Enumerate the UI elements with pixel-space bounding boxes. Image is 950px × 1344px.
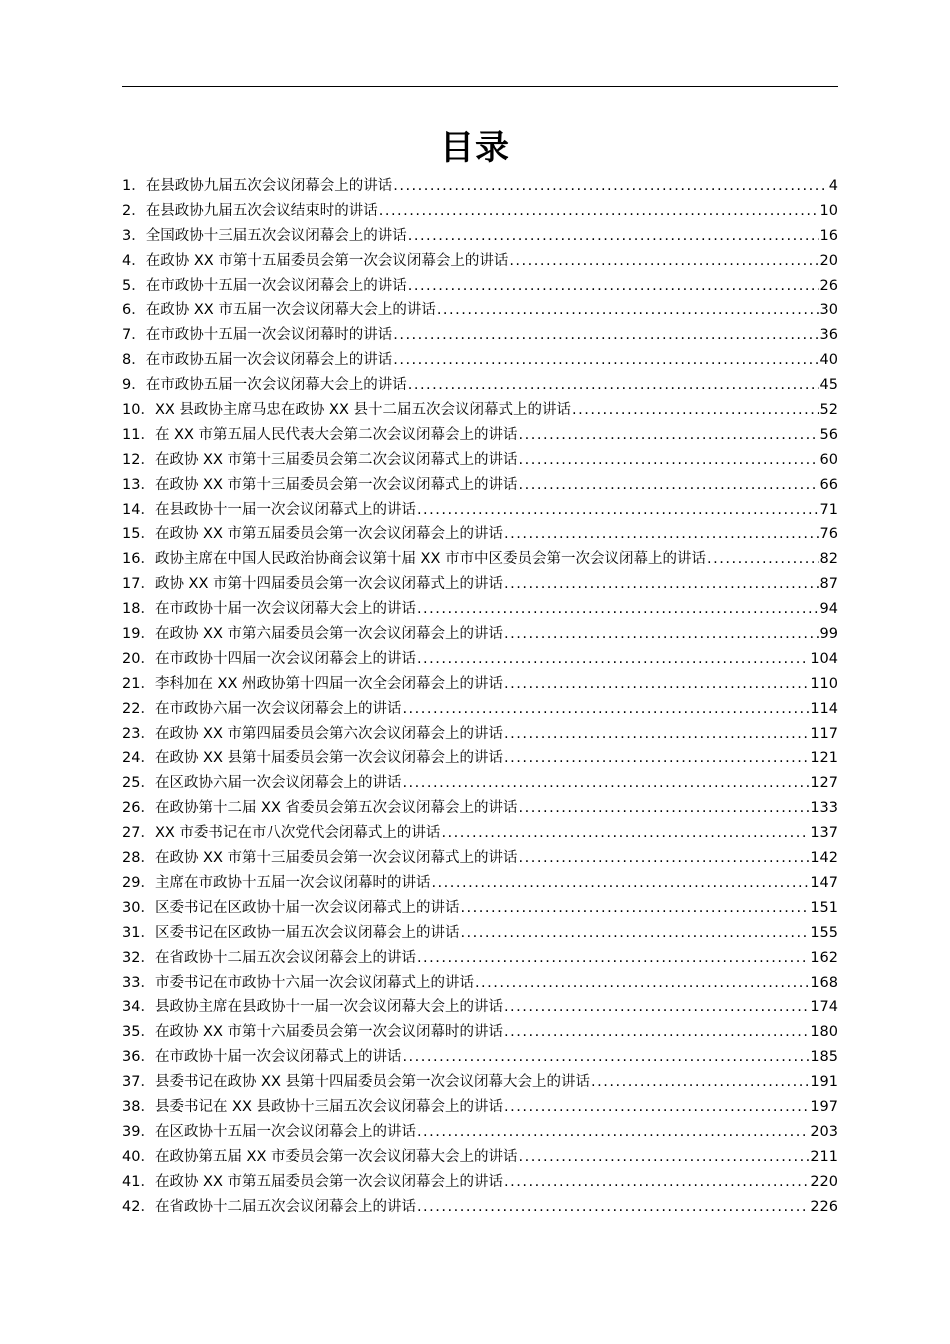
toc-leader-dots xyxy=(519,423,819,448)
toc-leader-dots xyxy=(441,821,809,846)
toc-entry-label xyxy=(122,298,436,323)
toc-entry[interactable] xyxy=(122,896,838,921)
toc-leader-dots xyxy=(504,672,809,697)
toc-entry-title: 在政协 XX 市第十六届委员会第一次会议闭幕时的讲话 xyxy=(154,1024,504,1041)
toc-entry-label xyxy=(122,373,407,398)
toc-entry-title: 在政协 XX 市第十三届委员会第一次会议闭幕式上的讲话 xyxy=(154,850,518,867)
toc-entry-label xyxy=(122,572,503,597)
toc-entry-page: 66 xyxy=(819,476,838,493)
toc-entry-page: 40 xyxy=(819,352,838,369)
toc-entry-number: 1． xyxy=(122,178,146,194)
toc-entry-page: 174 xyxy=(810,999,838,1016)
toc-leader-dots xyxy=(408,224,819,249)
toc-leader-dots xyxy=(519,448,819,473)
toc-entry[interactable] xyxy=(122,846,838,871)
toc-entry[interactable] xyxy=(122,921,838,946)
toc-leader-dots xyxy=(519,796,810,821)
toc-entry-title: 在县政协九届五次会议结束时的讲话 xyxy=(145,202,378,219)
toc-entry-title: 区委书记在区政协十届一次会议闭幕式上的讲话 xyxy=(154,899,460,916)
toc-entry-page: 20 xyxy=(819,252,838,269)
toc-entry-number: 2． xyxy=(122,202,146,219)
toc-entry-page: 117 xyxy=(810,725,838,742)
toc-entry-title: 在市政协五届一次会议闭幕会上的讲话 xyxy=(145,352,393,369)
toc-entry-number: 12． xyxy=(122,451,155,468)
toc-leader-dots xyxy=(408,373,819,398)
toc-entry-number: 21． xyxy=(122,675,155,692)
toc-entry-page: 26 xyxy=(819,277,838,294)
toc-entry-number: 17． xyxy=(122,576,155,593)
toc-entry[interactable] xyxy=(122,771,838,796)
toc-leader-dots xyxy=(408,274,819,299)
toc-entry-label xyxy=(122,348,392,373)
toc-entry-label xyxy=(122,1070,590,1095)
toc-entry-label xyxy=(122,896,459,921)
toc-entry-label xyxy=(122,746,503,771)
toc-leader-dots xyxy=(519,473,819,498)
toc-entry-number: 32． xyxy=(122,949,155,966)
toc-entry-page: 60 xyxy=(819,451,838,468)
toc-entry-number: 8． xyxy=(122,352,146,369)
toc-entry[interactable] xyxy=(122,622,838,647)
toc-entry-label xyxy=(122,722,503,747)
toc-entry-title: 市委书记在市政协十六届一次会议闭幕式上的讲话 xyxy=(154,974,474,991)
toc-entry-title: 在市政协十届一次会议闭幕大会上的讲话 xyxy=(154,601,416,618)
toc-entry-page: 99 xyxy=(819,626,838,643)
toc-entry-number: 5． xyxy=(122,277,146,294)
toc-entry-number: 14． xyxy=(122,501,155,518)
toc-entry-page: 110 xyxy=(810,675,838,692)
toc-entry-number: 37． xyxy=(122,1074,155,1091)
toc-leader-dots xyxy=(393,323,818,348)
toc-entry-number: 13． xyxy=(122,476,155,493)
toc-entry-title: XX 县政协主席马忠在政协 XX 县十二届五次会议闭幕式上的讲话 xyxy=(154,402,572,419)
toc-entry-page: 191 xyxy=(810,1074,838,1091)
toc-entry-page: 82 xyxy=(819,551,838,568)
toc-entry-number: 31． xyxy=(122,924,155,941)
toc-entry[interactable] xyxy=(122,871,838,896)
toc-entry-number: 38． xyxy=(122,1098,155,1115)
toc-entry-label xyxy=(122,1145,518,1170)
toc-entry-title: 在省政协十二届五次会议闭幕会上的讲话 xyxy=(154,1198,416,1215)
toc-entry-label xyxy=(122,448,518,473)
toc-entry[interactable] xyxy=(122,647,838,672)
toc-entry-label xyxy=(122,697,401,722)
toc-entry[interactable] xyxy=(122,1020,838,1045)
toc-entry[interactable] xyxy=(122,971,838,996)
toc-leader-dots xyxy=(417,946,809,971)
toc-entry-label xyxy=(122,473,518,498)
toc-entry-number: 4． xyxy=(122,252,146,269)
toc-entry-page: 197 xyxy=(810,1098,838,1115)
toc-entry-title: 在市政协十四届一次会议闭幕会上的讲话 xyxy=(154,650,416,667)
toc-entry-page: 45 xyxy=(819,377,838,394)
toc-entry-page: 147 xyxy=(810,874,838,891)
toc-entry-number: 11． xyxy=(122,426,155,443)
toc-entry-label xyxy=(122,846,518,871)
toc-entry[interactable] xyxy=(122,1070,838,1095)
toc-entry-page: 211 xyxy=(810,1148,838,1165)
toc-entry-page: 133 xyxy=(810,800,838,817)
toc-entry-number: 35． xyxy=(122,1024,155,1041)
header-rule xyxy=(122,86,838,87)
toc-entry-title: 在区政协六届一次会议闭幕会上的讲话 xyxy=(154,775,402,792)
toc-entry-label xyxy=(122,423,518,448)
toc-entry-title: 在政协 XX 市第十三届委员会第二次会议闭幕式上的讲话 xyxy=(154,451,518,468)
toc-leader-dots xyxy=(509,249,818,274)
toc-entry-label xyxy=(122,995,503,1020)
toc-entry-title: 在省政协十二届五次会议闭幕会上的讲话 xyxy=(154,949,416,966)
toc-entry[interactable] xyxy=(122,572,838,597)
toc-entry-page: 94 xyxy=(819,601,838,618)
toc-entry[interactable] xyxy=(122,398,838,423)
toc-entry-label xyxy=(122,199,378,224)
toc-leader-dots xyxy=(475,971,809,996)
toc-leader-dots xyxy=(707,547,819,572)
toc-entry-label xyxy=(122,323,392,348)
toc-leader-dots xyxy=(402,771,809,796)
toc-entry-number: 23． xyxy=(122,725,155,742)
toc-entry[interactable] xyxy=(122,946,838,971)
toc-entry-title: 县委书记在政协 XX 县第十四届委员会第一次会议闭幕大会上的讲话 xyxy=(154,1074,591,1091)
toc-entry-label xyxy=(122,672,503,697)
toc-leader-dots xyxy=(379,199,819,224)
toc-entry-title: 在市政协十五届一次会议闭幕时的讲话 xyxy=(145,327,393,344)
toc-entry[interactable] xyxy=(122,1120,838,1145)
toc-leader-dots xyxy=(591,1070,809,1095)
toc-entry[interactable] xyxy=(122,697,838,722)
toc-entry-page: 121 xyxy=(810,750,838,767)
toc-entry[interactable] xyxy=(122,249,838,274)
toc-entry[interactable] xyxy=(122,995,838,1020)
toc-entry-title: 在政协 XX 市第四届委员会第六次会议闭幕会上的讲话 xyxy=(154,725,504,742)
toc-leader-dots xyxy=(417,597,819,622)
toc-entry-number: 7． xyxy=(122,327,146,344)
toc-entry[interactable] xyxy=(122,274,838,299)
toc-entry[interactable] xyxy=(122,323,838,348)
toc-entry-title: 李科加在 XX 州政协第十四届一次全会闭幕会上的讲话 xyxy=(154,675,504,692)
toc-leader-dots xyxy=(519,1145,810,1170)
toc-entry-title: XX 市委书记在市八次党代会闭幕式上的讲话 xyxy=(154,825,441,842)
toc-entry-label xyxy=(122,1170,503,1195)
toc-leader-dots xyxy=(504,572,819,597)
toc-entry-number: 26． xyxy=(122,800,155,817)
toc-entry-title: 在政协 XX 市第十三届委员会第一次会议闭幕式上的讲话 xyxy=(154,476,518,493)
toc-entry-title: 在政协第十二届 XX 省委员会第五次会议闭幕会上的讲话 xyxy=(154,800,518,817)
toc-entry-page: 203 xyxy=(810,1123,838,1140)
toc-entry-number: 39． xyxy=(122,1123,155,1140)
toc-entry-page: 127 xyxy=(810,775,838,792)
toc-entry-label xyxy=(122,871,430,896)
toc-entry[interactable] xyxy=(122,1170,838,1195)
toc-entry-label xyxy=(122,1020,503,1045)
toc-entry-title: 在市政协十届一次会议闭幕式上的讲话 xyxy=(154,1049,402,1066)
toc-entry-number: 29． xyxy=(122,874,155,891)
toc-leader-dots xyxy=(417,647,809,672)
toc-entry-number: 42． xyxy=(122,1198,155,1215)
toc-entry[interactable] xyxy=(122,423,838,448)
toc-entry-number: 22． xyxy=(122,700,155,717)
toc-leader-dots xyxy=(460,896,809,921)
toc-entry-page: 168 xyxy=(810,974,838,991)
toc-entry-label xyxy=(122,946,416,971)
toc-entry-label xyxy=(122,647,416,672)
toc-entry-number: 9． xyxy=(122,377,146,394)
toc-leader-dots xyxy=(504,1170,809,1195)
toc-entry-title: 在县政协九届五次会议闭幕会上的讲话 xyxy=(145,178,393,194)
toc-entry-title: 全国政协十三届五次会议闭幕会上的讲话 xyxy=(145,227,407,244)
toc-entry-title: 在政协第五届 XX 市委员会第一次会议闭幕大会上的讲话 xyxy=(154,1148,518,1165)
toc-entry-title: 县政协主席在县政协十一届一次会议闭幕大会上的讲话 xyxy=(154,999,503,1016)
toc-leader-dots xyxy=(572,398,819,423)
toc-entry-number: 15． xyxy=(122,526,155,543)
toc-entry-label xyxy=(122,771,401,796)
toc-leader-dots xyxy=(460,921,809,946)
toc-entry-page: 162 xyxy=(810,949,838,966)
toc-entry-title: 在市政协六届一次会议闭幕会上的讲话 xyxy=(154,700,402,717)
toc-entry-page: 220 xyxy=(810,1173,838,1190)
toc-entry-page: 36 xyxy=(819,327,838,344)
toc-entry[interactable] xyxy=(122,597,838,622)
toc-entry-label xyxy=(122,921,459,946)
toc-entry-page: 185 xyxy=(810,1049,838,1066)
toc-entry-label xyxy=(122,1120,416,1145)
toc-entry-number: 20． xyxy=(122,650,155,667)
toc-entry-number: 18． xyxy=(122,601,155,618)
toc-entry-number: 27． xyxy=(122,825,155,842)
toc-entry[interactable] xyxy=(122,821,838,846)
toc-entry-page: 71 xyxy=(819,501,838,518)
toc-entry-title: 在政协 XX 市五届一次会议闭幕大会上的讲话 xyxy=(145,302,436,319)
toc-entry[interactable] xyxy=(122,522,838,547)
toc-leader-dots xyxy=(504,1095,809,1120)
toc-entry-title: 区委书记在区政协一届五次会议闭幕会上的讲话 xyxy=(154,924,460,941)
toc-entry-number: 34． xyxy=(122,999,155,1016)
toc-entry[interactable] xyxy=(122,199,838,224)
toc-entry-label xyxy=(122,398,571,423)
toc-leader-dots xyxy=(393,174,828,199)
toc-entry-page: 151 xyxy=(810,899,838,916)
toc-entry-title: 在县政协十一届一次会议闭幕式上的讲话 xyxy=(154,501,416,518)
toc-entry-number: 30． xyxy=(122,899,155,916)
toc-leader-dots xyxy=(402,697,809,722)
toc-entry-title: 在市政协五届一次会议闭幕大会上的讲话 xyxy=(145,377,407,394)
toc-entry[interactable] xyxy=(122,796,838,821)
toc-leader-dots xyxy=(402,1045,809,1070)
toc-entry-label xyxy=(122,597,416,622)
toc-entry-label xyxy=(122,174,392,199)
toc-entry-page: 10 xyxy=(819,202,838,219)
toc-entry-label xyxy=(122,1195,416,1220)
toc-entry-title: 在政协 XX 市第五届委员会第一次会议闭幕会上的讲话 xyxy=(154,1173,504,1190)
toc-entry-title: 县委书记在 XX 县政协十三届五次会议闭幕会上的讲话 xyxy=(154,1098,504,1115)
toc-leader-dots xyxy=(504,522,819,547)
toc-entry-number: 40． xyxy=(122,1148,155,1165)
toc-leader-dots xyxy=(504,1020,809,1045)
toc-entry[interactable] xyxy=(122,224,838,249)
toc-entry[interactable] xyxy=(122,473,838,498)
toc-entry-title: 在市政协十五届一次会议闭幕会上的讲话 xyxy=(145,277,407,294)
toc-entry-title: 在政协 XX 市第五届委员会第一次会议闭幕会上的讲话 xyxy=(154,526,504,543)
toc-entry-number: 28． xyxy=(122,850,155,867)
toc-entry-title: 在区政协十五届一次会议闭幕会上的讲话 xyxy=(154,1123,416,1140)
toc-leader-dots xyxy=(437,298,819,323)
toc-entry-page: 155 xyxy=(810,924,838,941)
toc-entry-page: 16 xyxy=(819,227,838,244)
toc-entry[interactable] xyxy=(122,547,838,572)
toc-entry-number: 36． xyxy=(122,1049,155,1066)
toc-entry-page: 4 xyxy=(828,178,838,194)
toc-entry-page: 56 xyxy=(819,426,838,443)
toc-leader-dots xyxy=(417,1195,809,1220)
toc-entry[interactable] xyxy=(122,1195,838,1220)
toc-entry-label xyxy=(122,1095,503,1120)
toc-entry[interactable] xyxy=(122,1045,838,1070)
toc-entry-label xyxy=(122,821,440,846)
toc-entry-number: 41． xyxy=(122,1173,155,1190)
toc-entry-title: 政协 XX 市第十四届委员会第一次会议闭幕式上的讲话 xyxy=(154,576,504,593)
toc-leader-dots xyxy=(417,1120,809,1145)
toc-entry[interactable] xyxy=(122,373,838,398)
toc-entry[interactable] xyxy=(122,348,838,373)
table-of-contents xyxy=(122,174,838,1219)
toc-entry-page: 87 xyxy=(819,576,838,593)
toc-entry-page: 52 xyxy=(819,402,838,419)
toc-entry-number: 3． xyxy=(122,227,146,244)
toc-entry-label xyxy=(122,547,706,572)
toc-entry[interactable] xyxy=(122,722,838,747)
toc-entry[interactable] xyxy=(122,672,838,697)
toc-entry-number: 6． xyxy=(122,302,146,319)
toc-entry-title: 在政协 XX 市第十五届委员会第一次会议闭幕会上的讲话 xyxy=(145,252,509,269)
toc-entry-label xyxy=(122,274,407,299)
toc-entry[interactable] xyxy=(122,174,838,199)
toc-entry-label xyxy=(122,971,474,996)
toc-entry-number: 24． xyxy=(122,750,155,767)
toc-entry-number: 19． xyxy=(122,626,155,643)
toc-entry-page: 180 xyxy=(810,1024,838,1041)
toc-entry-number: 25． xyxy=(122,775,155,792)
toc-leader-dots xyxy=(519,846,810,871)
toc-entry-title: 在政协 XX 市第六届委员会第一次会议闭幕会上的讲话 xyxy=(154,626,504,643)
toc-entry-title: 政协主席在中国人民政治协商会议第十届 XX 市市中区委员会第一次会议闭幕上的讲话 xyxy=(154,551,707,568)
toc-entry-number: 10． xyxy=(122,402,155,419)
toc-entry-label xyxy=(122,622,503,647)
toc-leader-dots xyxy=(504,746,809,771)
toc-leader-dots xyxy=(393,348,818,373)
page-title: 目录 xyxy=(440,128,510,168)
toc-entry-page: 137 xyxy=(810,825,838,842)
toc-entry-title: 主席在市政协十五届一次会议闭幕时的讲话 xyxy=(154,874,431,891)
toc-entry-label xyxy=(122,522,503,547)
toc-entry-page: 142 xyxy=(810,850,838,867)
toc-leader-dots xyxy=(504,995,809,1020)
toc-entry-page: 104 xyxy=(810,650,838,667)
toc-entry-page: 30 xyxy=(819,302,838,319)
toc-entry[interactable] xyxy=(122,746,838,771)
toc-entry-number: 33． xyxy=(122,974,155,991)
toc-entry-label xyxy=(122,796,518,821)
toc-entry-page: 76 xyxy=(819,526,838,543)
toc-entry-label xyxy=(122,224,407,249)
toc-entry[interactable] xyxy=(122,298,838,323)
toc-entry-label xyxy=(122,498,416,523)
toc-leader-dots xyxy=(504,722,809,747)
toc-leader-dots xyxy=(417,498,819,523)
toc-entry-title: 在政协 XX 县第十届委员会第一次会议闭幕会上的讲话 xyxy=(154,750,504,767)
toc-leader-dots xyxy=(504,622,819,647)
toc-entry-number: 16． xyxy=(122,551,155,568)
toc-entry-label xyxy=(122,1045,401,1070)
toc-entry-page: 114 xyxy=(810,700,838,717)
toc-leader-dots xyxy=(431,871,809,896)
toc-entry[interactable] xyxy=(122,1095,838,1120)
toc-entry-label xyxy=(122,249,508,274)
toc-entry[interactable] xyxy=(122,448,838,473)
toc-entry[interactable] xyxy=(122,1145,838,1170)
toc-entry[interactable] xyxy=(122,498,838,523)
toc-entry-page: 226 xyxy=(810,1198,838,1215)
toc-entry-title: 在 XX 市第五届人民代表大会第二次会议闭幕会上的讲话 xyxy=(154,426,518,443)
